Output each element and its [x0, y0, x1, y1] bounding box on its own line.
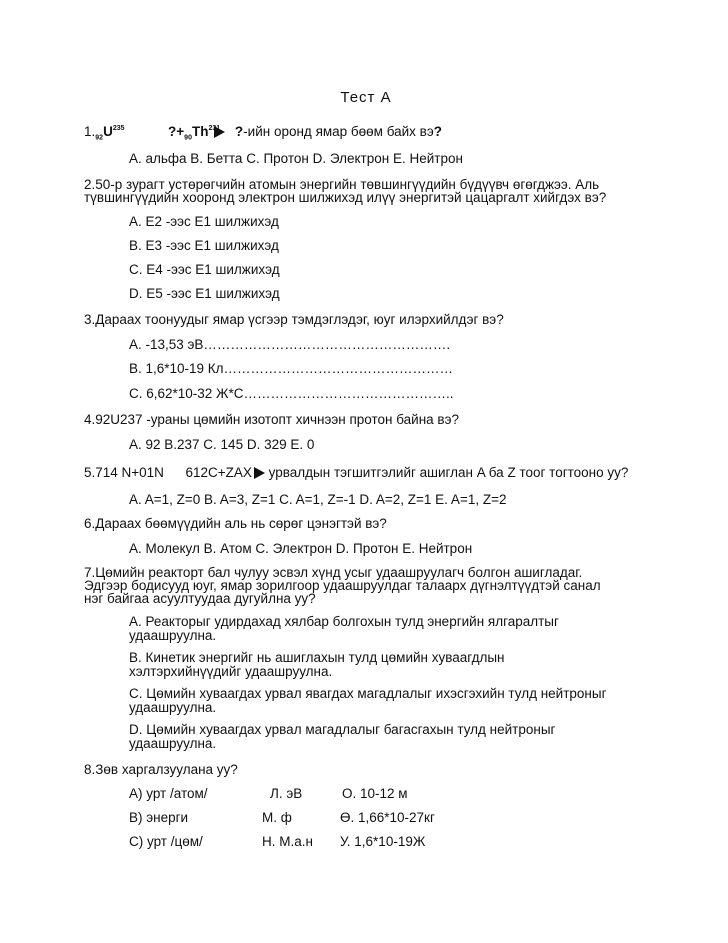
answer-line: удаашруулна. [129, 628, 217, 643]
answer-line: хэлтэрхийнүүдийг удаашруулна. [129, 664, 333, 679]
page-title: Тест А [340, 89, 392, 106]
question-5-mid: 612C+ZAX [185, 465, 252, 480]
answer-option: C. E4 -ээс E1 шилжихэд [129, 262, 280, 277]
reaction-arrow-icon [214, 126, 225, 138]
question-8: 8.Зөв харгалзуулана уу? [84, 762, 238, 777]
question-6: 6.Дараах бөөмүүдийн аль нь сөрөг цэнэгтэй вэ? [84, 516, 387, 531]
answer-option: C. 6,62*10-32 Ж*С……………………………………….. [129, 386, 454, 401]
match-right: Ө. 1,66*10-27кг [340, 810, 435, 825]
answer-line: C. Цөмийн хуваагдах урвал явагдах магадлалыг ихэсгэхийн тулд нейтроныг [129, 686, 607, 701]
answer-option: A. E2 -ээс E1 шилжихэд [129, 214, 279, 229]
match-left: C) урт /цөм/ [129, 834, 203, 849]
answer-line: A. Реакторыг удирдахад хялбар болгохын тулд энергийн ялгаралтыг [129, 614, 559, 629]
question-5-right: урвалдын тэгшитгэлийг ашиглан A ба Z тоог тогтооно уу? [268, 465, 629, 480]
answer-line: удаашруулна. [129, 736, 217, 751]
question-7-line: 7.Цөмийн реакторт бал чулуу эсвэл хүнд усыг удаашруулагч болгон ашигладаг. [84, 565, 583, 580]
question-1-answers: A. альфа B. Бетта C. Протон D. Электрон E. Нейтрон [129, 151, 463, 166]
question-1: $1._{92}U^{235}$ $?+_{90}Th^{231}$ ?-ийн оронд ямар бөөм байх вэ? [84, 124, 442, 142]
question-7 [84, 566, 649, 605]
match-right: У. 1,6*10-19Ж [340, 834, 426, 849]
answer-option: D. E5 -ээс E1 шилжихэд [129, 286, 280, 301]
question-2-line: түвшингүүдийн хооронд электрон шилжихэд илүү энергитэй цацаргалт хийгдэх вэ? [84, 190, 607, 205]
answer-option [129, 651, 659, 679]
question-1-tail: -ийн оронд ямар бөөм байх вэ [243, 124, 434, 139]
question-7-line: Эдгээр бодисууд юуг, ямар зорилгоор удаашруулдаг талаарх дүгнэлтүүдтэй санал [84, 578, 601, 593]
question-4: 4.92U237 -ураны цөмийн изотопт хичнээн протон байна вэ? [84, 412, 459, 427]
question-2-line: 2.50-р зурагт устөрөгчийн атомын энергийн төвшингүүдийн бүдүүвч өгөгджээ. Аль [84, 177, 600, 192]
answer-option: B. 1,6*10-19 Кл…………………………………………… [129, 361, 454, 376]
question-3: 3.Дараах тоонуудыг ямар үсгээр тэмдэглэдэг, юуг илэрхийлдэг вэ? [84, 312, 504, 327]
question-5-left: 5.714 N+01N [84, 465, 164, 480]
question-7-line: нэг байгаа асуултуудаа дугуйлна уу? [84, 591, 316, 606]
question-6-answers: A. Молекул B. Атом C. Электрон D. Протон E. Нейтрон [129, 541, 473, 556]
match-right: О. 10-12 м [342, 786, 408, 801]
answer-option [129, 687, 659, 715]
answer-option: B. E3 -ээс E1 шилжихэд [129, 238, 279, 253]
answer-line: D. Цөмийн хуваагдах урвал магадлалыг багасгахын тулд нейтроныг [129, 722, 556, 737]
question-5-answers: A. A=1, Z=0 B. A=3, Z=1 C. A=1, Z=-1 D. A=2, Z=1 E. A=1, Z=2 [129, 492, 507, 507]
question-5 [84, 465, 628, 480]
match-left: A) урт /атом/ [129, 786, 208, 801]
question-4-answers: A. 92 B.237 C. 145 D. 329 E. 0 [129, 437, 315, 452]
answer-option [129, 615, 659, 643]
answer-line: B. Кинетик энергийг нь ашиглахын тулд цөмийн хуваагдлын [129, 650, 505, 665]
match-mid: Л. эВ [270, 786, 303, 801]
reaction-arrow-icon [254, 467, 265, 479]
answer-option: A. -13,53 эВ………………………………………………. [129, 337, 451, 352]
match-mid: Н. М.а.н [262, 834, 313, 849]
answer-line: удаашруулна. [129, 700, 217, 715]
answer-option [129, 723, 659, 751]
match-left: B) энерги [129, 810, 189, 825]
match-mid: М. ф [262, 810, 292, 825]
question-number: 1. [84, 124, 96, 139]
question-2 [84, 178, 649, 204]
